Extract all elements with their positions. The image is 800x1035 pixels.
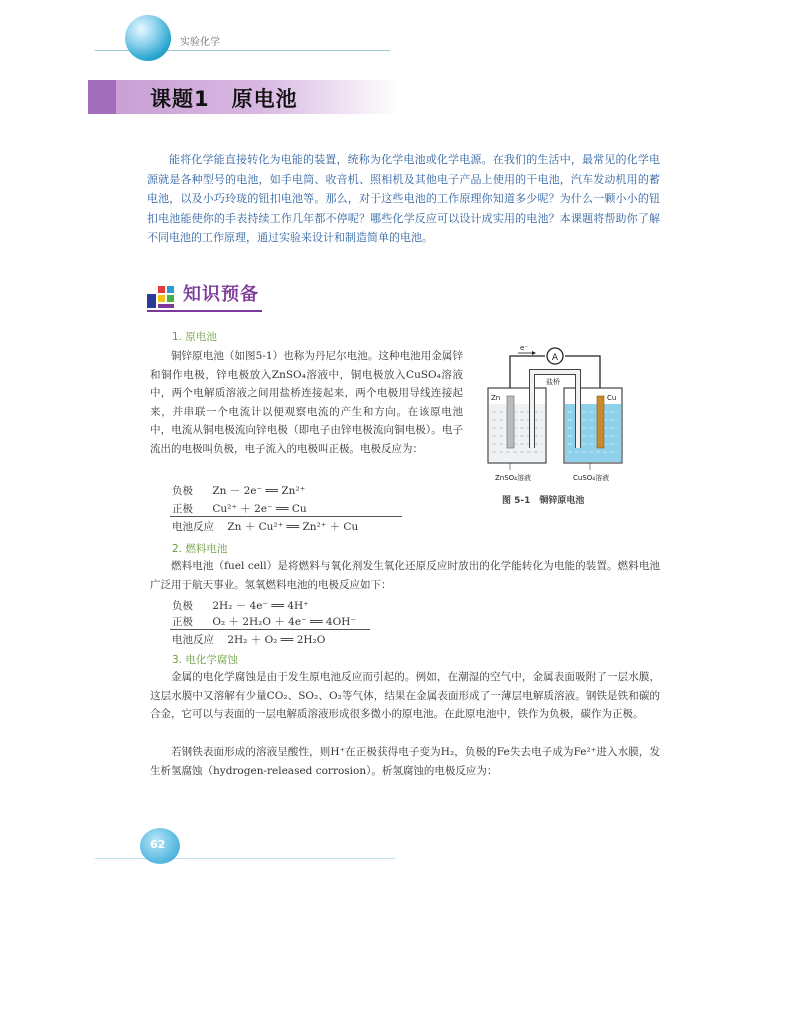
- header-ornament: [125, 15, 171, 61]
- salt-bridge-label: 盐桥: [546, 378, 560, 386]
- s2-eq1: [172, 598, 309, 613]
- section-title: 知识预备: [183, 284, 259, 305]
- zn-label: Zn: [491, 394, 501, 402]
- s2-eq2-label: 正极: [172, 616, 193, 628]
- s1-eq1-label: 负极: [172, 485, 193, 497]
- s2-eq3-label: 电池反应: [172, 634, 214, 646]
- intro-paragraph: 能将化学能直接转化为电能的装置，统称为化学电池或化学电源。在我们的生活中，最常见的化学电源就是各种型号的电池，如手电筒、收音机、照相机及其他电子产品上使用的干电池，汽车发动机用的蓄电池，以及小巧玲珑的钮扣电池等。那么，对于这些电池的工作原理你知道多少呢？为什么一颗小小的钮扣电池能使你的手表持续工作几年都不停呢？哪些化学反应可以设计成实用的电池？本课题将帮助你了解不同电池的工作原理，通过实验来设计和制造简单的电池。: [147, 153, 660, 244]
- s2-eq2-expr: O₂ ＋ 2H₂O ＋ 4e⁻ ══ 4OH⁻: [212, 616, 356, 628]
- section-badge-icon: [147, 280, 175, 308]
- znso4-label: ZnSO₄溶液: [495, 474, 531, 482]
- s2-eq-rule: [170, 629, 370, 630]
- s1-eq3-label: 电池反应: [172, 521, 214, 533]
- s1-eq1-expr: Zn － 2e⁻ ══ Zn²⁺: [212, 485, 306, 497]
- section-title-rule: [147, 310, 262, 312]
- figure-caption: 图 5-1 铜锌原电池: [502, 496, 585, 506]
- galvanic-cell-figure: [480, 338, 640, 488]
- s1-paragraph: 铜锌原电池（如图5-1）也称为丹尼尔电池。这种电池用金属锌和铜作电极，锌电极放入ZnSO₄溶液中，铜电极放入CuSO₄溶液中，两个电解质溶液之间用盐桥连接起来，两个电极用导线连接起来，并串联一个电流计以便观察电流的产生和方向。在该原电池中，电流从铜电极流向锌电极（即电子由锌电极流向铜电极）。电子流出的电极叫负极，电子流入的电极叫正极。电极反应为：: [150, 350, 463, 455]
- s1-eq2-label: 正极: [172, 503, 193, 515]
- electron-label: e⁻: [520, 344, 529, 352]
- s2-eq1-label: 负极: [172, 600, 193, 612]
- copper-electrode: [597, 396, 604, 448]
- s1-eq2: [172, 501, 307, 516]
- cuso4-label: CuSO₄溶液: [573, 474, 610, 482]
- s1-eq-rule: [170, 516, 402, 517]
- s1-eq3-expr: Zn ＋ Cu²⁺ ══ Zn²⁺ ＋ Cu: [227, 521, 359, 533]
- footer-rule: [95, 858, 395, 859]
- s3-paragraph-1: 金属的电化学腐蚀是由于发生原电池反应而引起的。例如，在潮湿的空气中，金属表面吸附了一层水膜，这层水膜中又溶解有少量CO₂、SO₂、O₂等气体，结果在金属表面形成了一薄层电解质溶液。钢铁是铁和碳的合金，它可以与表面的一层电解质溶液形成很多微小的原电池。在此原电池中，铁作为负极，碳作为正极。: [150, 671, 660, 721]
- subsection-heading-1: 1. 原电池: [172, 331, 217, 343]
- title-band-stub: [88, 80, 116, 114]
- s2-eq2: [172, 614, 356, 629]
- zinc-electrode: [507, 396, 514, 448]
- s3-paragraph-2: 若钢铁表面形成的溶液呈酸性，则H⁺在正极获得电子变为H₂，负极的Fe失去电子成为Fe²⁺进入水膜，发生析氢腐蚀（hydrogen-released corrosion）。析氢腐蚀的电极反应为：: [150, 746, 660, 777]
- s2-eq3: [172, 632, 325, 647]
- s1-eq2-expr: Cu²⁺ ＋ 2e⁻ ══ Cu: [212, 503, 307, 515]
- s2-eq1-expr: 2H₂ － 4e⁻ ══ 4H⁺: [212, 600, 309, 612]
- page-number: 62: [150, 838, 166, 851]
- subsection-heading-3: 3. 电化学腐蚀: [172, 654, 238, 666]
- s2-paragraph: 燃料电池（fuel cell）是将燃料与氧化剂发生氧化还原反应时放出的化学能转化为电能的装置。燃料电池广泛用于航天事业。氢氧燃料电池的电极反应如下：: [150, 560, 660, 591]
- subsection-heading-2: 2. 燃料电池: [172, 543, 228, 555]
- page-title: 课题1 原电池: [150, 87, 298, 111]
- cu-label: Cu: [607, 394, 617, 402]
- s1-eq1: [172, 483, 305, 498]
- s1-eq3: [172, 519, 358, 534]
- running-header: 实验化学: [180, 37, 220, 48]
- s2-eq3-expr: 2H₂ ＋ O₂ ══ 2H₂O: [227, 634, 326, 646]
- ammeter-label: A: [551, 353, 559, 363]
